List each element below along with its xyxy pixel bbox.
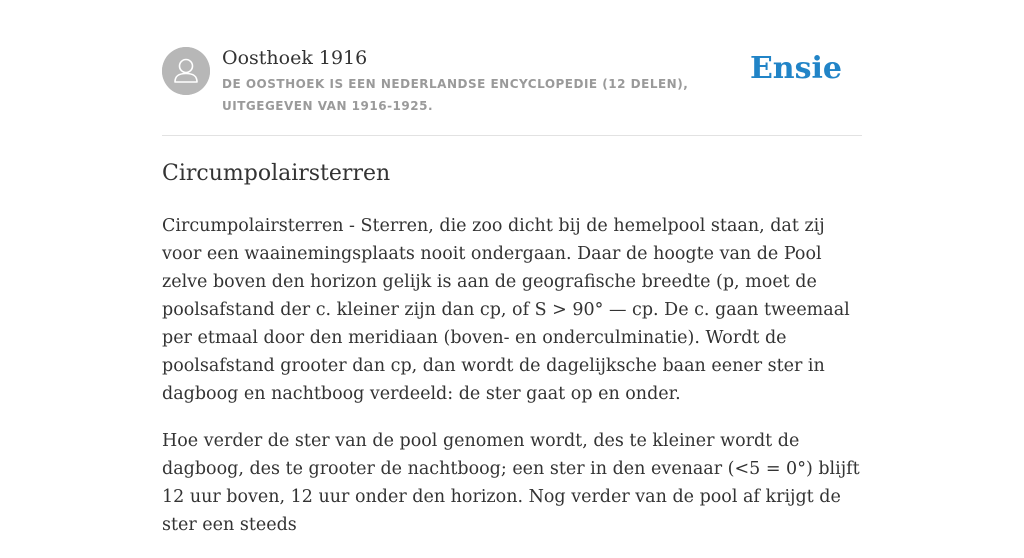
source-description: DE OOSTHOEK IS EEN NEDERLANDSE ENCYCLOPEDIE (12 DELEN), UITGEGEVEN VAN 1916-1925. [222,77,689,113]
entry-paragraph: Hoe verder de ster van de pool genomen wordt, des te kleiner wordt de dagboog, des te grooter de nachtboog; een ster in den evenaar (<5 = 0°) blijft 12 uur boven, 12 uur onder den horizon. Nog verder van de pool af krijgt de ster een steeds [162,431,860,535]
entry-body [162,212,862,558]
user-silhouette-icon[interactable] [162,47,210,95]
source-header [162,46,862,136]
entry-title: Circumpolairsterren [162,161,391,186]
source-title[interactable]: Oosthoek 1916 [222,47,368,69]
divider [162,135,862,136]
entry-paragraph: Circumpolairsterren - Sterren, die zoo dicht bij de hemelpool staan, dat zij voor een waainemingsplaats nooit ondergaan. Daar de hoogte van de Pool zelve boven den horizon gelijk is aan de geografische breedte (p, moet de poolsafstand der c. kleiner zijn dan cp, of S > 90° — cp. De c. gaan tweemaal per etmaal door den meridiaan (boven- en onderculminatie). Wordt de poolsafstand grooter dan cp, dan wordt de dagelijksche baan eener ster in dagboog en nachtboog verdeeld: de ster gaat op en onder. [162,216,850,404]
ensie-logo[interactable]: Ensie [749,51,842,86]
